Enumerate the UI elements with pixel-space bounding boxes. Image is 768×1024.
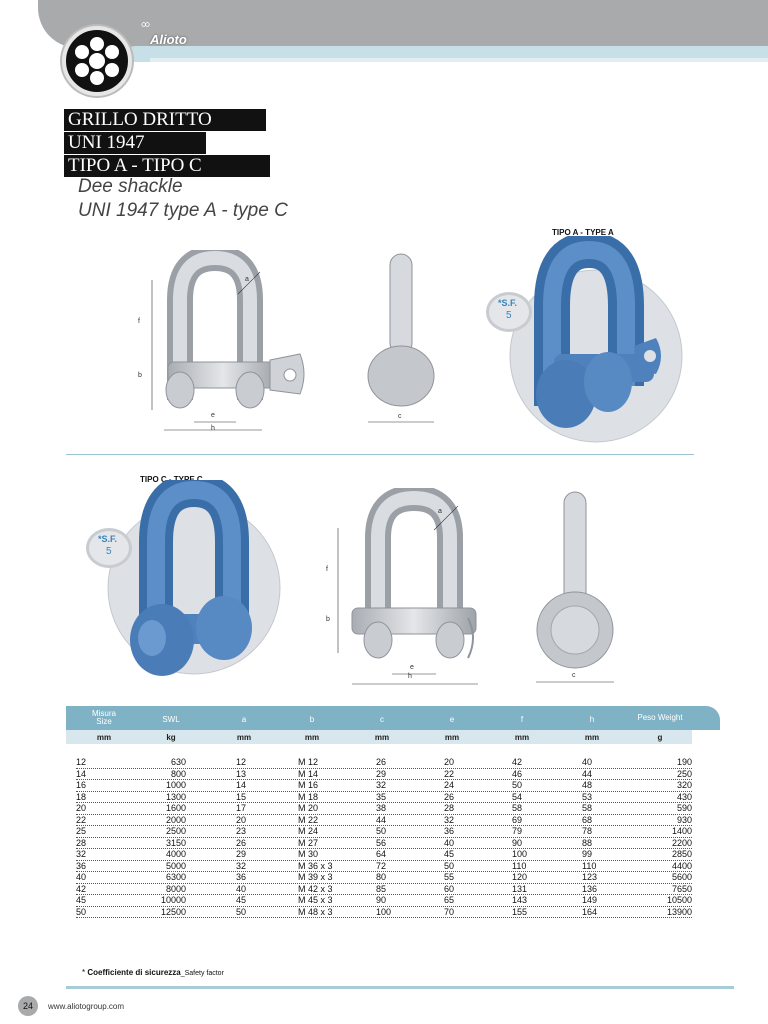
cell-weight: 10500 [666,895,692,905]
table-body [76,757,692,918]
cell-size: 12 [76,757,87,767]
table-row [76,872,692,884]
footnote-star: * [82,968,86,977]
cell-e: 70 [444,906,455,917]
table-row [76,895,692,907]
cell-size: 32 [76,849,87,859]
cell-b: M 24 [298,826,319,836]
cell-f: 46 [512,768,523,779]
cell-a: 17 [236,803,247,813]
table-units-row [66,730,692,744]
cell-size: 40 [76,872,87,882]
cell-weight: 7650 [671,883,692,894]
cell-b: M 18 [298,791,319,802]
dim-a-label-c: a [438,508,442,515]
table-row [76,792,692,804]
sf-label-c: *S.F. [98,534,118,544]
title-line-1: GRILLO DRITTO [64,109,266,131]
cell-c: 90 [376,895,387,905]
cell-h: 68 [582,814,593,825]
cell-a: 20 [236,814,247,825]
cell-h: 99 [582,849,593,859]
cell-e: 20 [444,757,455,767]
cell-c: 80 [376,872,387,882]
cell-f: 110 [512,860,527,871]
unit-a: mm [236,732,252,742]
cell-e: 36 [444,826,455,836]
cell-a: 50 [236,906,247,917]
cell-c: 35 [376,791,387,802]
cell-f: 58 [512,803,523,813]
subtitle-line-2: UNI 1947 type A - type C [78,200,288,221]
table-row [76,849,692,861]
cell-f: 79 [512,826,523,836]
unit-size: mm [96,732,112,742]
cell-c: 26 [376,757,387,767]
table-row [76,861,692,873]
cell-swl: 12500 [160,906,186,917]
cell-swl: 8000 [165,883,186,894]
title-line-2: UNI 1947 [64,132,206,154]
footnote [82,968,224,977]
cell-h: 123 [582,872,598,882]
cell-size: 25 [76,826,87,836]
cell-e: 22 [444,768,455,779]
cell-h: 110 [582,860,597,871]
cell-b: M 39 x 3 [298,872,333,882]
cell-weight: 1400 [671,826,692,836]
section-divider [66,454,694,455]
cell-h: 164 [582,906,598,917]
cell-f: 42 [512,757,523,767]
cell-b: M 16 [298,780,319,790]
table-row [76,757,692,769]
cell-e: 26 [444,791,455,802]
cell-e: 65 [444,895,455,905]
cell-swl: 1600 [165,803,186,813]
dim-c-label-c: c [572,672,576,679]
table-header [66,706,720,730]
cell-f: 120 [512,872,528,882]
cell-c: 44 [376,814,387,825]
cell-a: 36 [236,872,247,882]
col-header-a: a [241,715,247,724]
cell-size: 16 [76,780,87,790]
shackle-a-side-drawing [360,250,440,430]
shackle-c-3d-image [90,480,290,695]
cell-b: M 42 x 3 [298,883,333,894]
cell-e: 60 [444,883,455,894]
shackle-c-front-drawing [318,488,498,688]
cell-f: 90 [512,837,523,848]
cell-e: 50 [444,860,455,871]
table-row [76,907,692,919]
cell-swl: 5000 [165,860,186,871]
table-row [76,826,692,838]
cell-swl: 2000 [165,814,186,825]
table-row [76,769,692,781]
cell-weight: 320 [676,780,692,790]
cell-h: 40 [582,757,593,767]
cell-swl: 4000 [165,849,186,859]
cell-swl: 1300 [165,791,186,802]
cell-h: 88 [582,837,593,848]
cell-a: 23 [236,826,247,836]
cell-b: M 20 [298,803,319,813]
table-row [76,838,692,850]
cell-f: 143 [512,895,528,905]
subtitle-line-1: Dee shackle [78,176,183,197]
cell-a: 29 [236,849,247,859]
cell-h: 78 [582,826,593,836]
dim-h-label-c: h [408,673,412,680]
shackle-c-side-drawing [530,490,620,690]
footer-url[interactable]: www.aliotogroup.com [48,1002,125,1011]
cell-a: 32 [236,860,247,871]
unit-swl: kg [166,732,176,742]
dim-a-label: a [245,276,249,283]
page-number: 24 [18,996,38,1016]
rope-logo [62,26,132,96]
cell-e: 28 [444,803,455,813]
col-header-b: b [309,715,315,724]
cell-a: 26 [236,837,247,848]
cell-swl: 1000 [165,780,186,790]
cell-weight: 4400 [671,860,692,871]
unit-b: mm [304,732,320,742]
col-header-e: e [449,715,455,724]
cell-f: 69 [512,814,523,825]
cell-a: 15 [236,791,247,802]
table-row [76,815,692,827]
cell-size: 28 [76,837,87,848]
cell-c: 50 [376,826,387,836]
table-row [76,780,692,792]
unit-f: mm [514,732,530,742]
cell-weight: 190 [676,757,692,767]
dim-e-label: e [211,412,215,419]
unit-weight: g [657,732,663,742]
cell-f: 100 [512,849,528,859]
cell-f: 155 [512,906,528,917]
dim-b-label-c: b [326,616,330,623]
col-header-c: c [380,715,384,724]
cell-b: M 12 [298,757,319,767]
dim-f-label-c: f [326,566,328,573]
cell-b: M 36 x 3 [298,860,333,871]
cell-c: 32 [376,780,387,790]
dim-c-label: c [398,413,402,420]
unit-h: mm [584,732,600,742]
cell-swl: 630 [170,757,186,767]
cell-b: M 22 [298,814,319,825]
cell-weight: 590 [676,803,692,813]
cell-f: 131 [512,883,528,894]
cell-e: 24 [444,780,455,790]
dim-e-label-c: e [410,664,414,671]
table-row [76,884,692,896]
cell-size: 14 [76,768,87,779]
brand-name: Alioto [150,32,187,47]
cell-f: 54 [512,791,523,802]
cell-size: 22 [76,814,87,825]
shackle-a-3d-image [484,236,694,446]
cell-swl: 3150 [165,837,186,848]
cell-b: M 30 [298,849,319,859]
cell-c: 100 [376,906,392,917]
cell-swl: 10000 [160,895,186,905]
cell-c: 29 [376,768,387,779]
col-header-h: h [589,715,595,724]
cell-h: 48 [582,780,593,790]
cell-h: 136 [582,883,598,894]
cell-size: 20 [76,803,87,813]
sf-label-a: *S.F. [498,298,518,308]
sf-value-a: 5 [506,310,512,321]
table-row [76,803,692,815]
cell-h: 44 [582,768,593,779]
cell-h: 53 [582,791,593,802]
cell-weight: 2200 [671,837,692,848]
sf-value-c: 5 [106,546,112,557]
col-header-swl: SWL [162,715,180,724]
cell-a: 13 [236,768,247,779]
cell-weight: 250 [676,768,692,779]
cell-c: 38 [376,803,387,813]
cell-a: 14 [236,780,247,790]
cell-size: 42 [76,883,87,894]
title-line-3: TIPO A - TIPO C [64,155,270,177]
header-stripe-accent [150,58,768,62]
cell-weight: 13900 [666,906,692,917]
cell-b: M 48 x 3 [298,906,333,917]
cell-e: 45 [444,849,455,859]
cell-h: 58 [582,803,593,813]
cell-b: M 27 [298,837,319,848]
cell-c: 64 [376,849,387,859]
col-header-size: Misura Size [91,709,116,726]
type-a-label: TIPO A - TYPE A [552,228,614,237]
cell-size: 36 [76,860,87,871]
cell-size: 50 [76,906,87,917]
type-c-label: TIPO C - TYPE C [140,475,203,484]
cell-b: M 45 x 3 [298,895,333,905]
shackle-a-front-drawing [140,250,310,440]
cell-weight: 5600 [671,872,692,882]
footnote-english: _Safety factor [180,970,224,977]
cell-e: 32 [444,814,455,825]
cell-weight: 430 [676,791,692,802]
cell-swl: 2500 [165,826,186,836]
footer-line [66,986,734,989]
cell-a: 40 [236,883,247,894]
unit-c: mm [374,732,390,742]
rope-strands-icon [66,30,128,92]
cell-weight: 2850 [671,849,692,859]
cell-c: 72 [376,860,387,871]
cell-swl: 6300 [165,872,186,882]
unit-e: mm [444,732,460,742]
col-header-f: f [520,715,524,724]
cell-e: 40 [444,837,455,848]
footnote-italian: Coefficiente di sicurezza [87,968,181,977]
dim-b-label: b [138,372,142,379]
cell-b: M 14 [298,768,319,779]
cell-c: 85 [376,883,387,894]
cell-swl: 800 [170,768,186,779]
cell-a: 45 [236,895,247,905]
cell-h: 149 [582,895,598,905]
cell-e: 55 [444,872,455,882]
cell-f: 50 [512,780,523,790]
dim-h-label: h [211,425,215,432]
cell-a: 12 [236,757,247,767]
cell-c: 56 [376,837,387,848]
col-header-weight: Peso Weight [637,713,683,722]
dim-f-label: f [138,318,140,325]
cell-size: 45 [76,895,87,905]
cell-size: 18 [76,791,87,802]
cell-weight: 930 [676,814,692,825]
